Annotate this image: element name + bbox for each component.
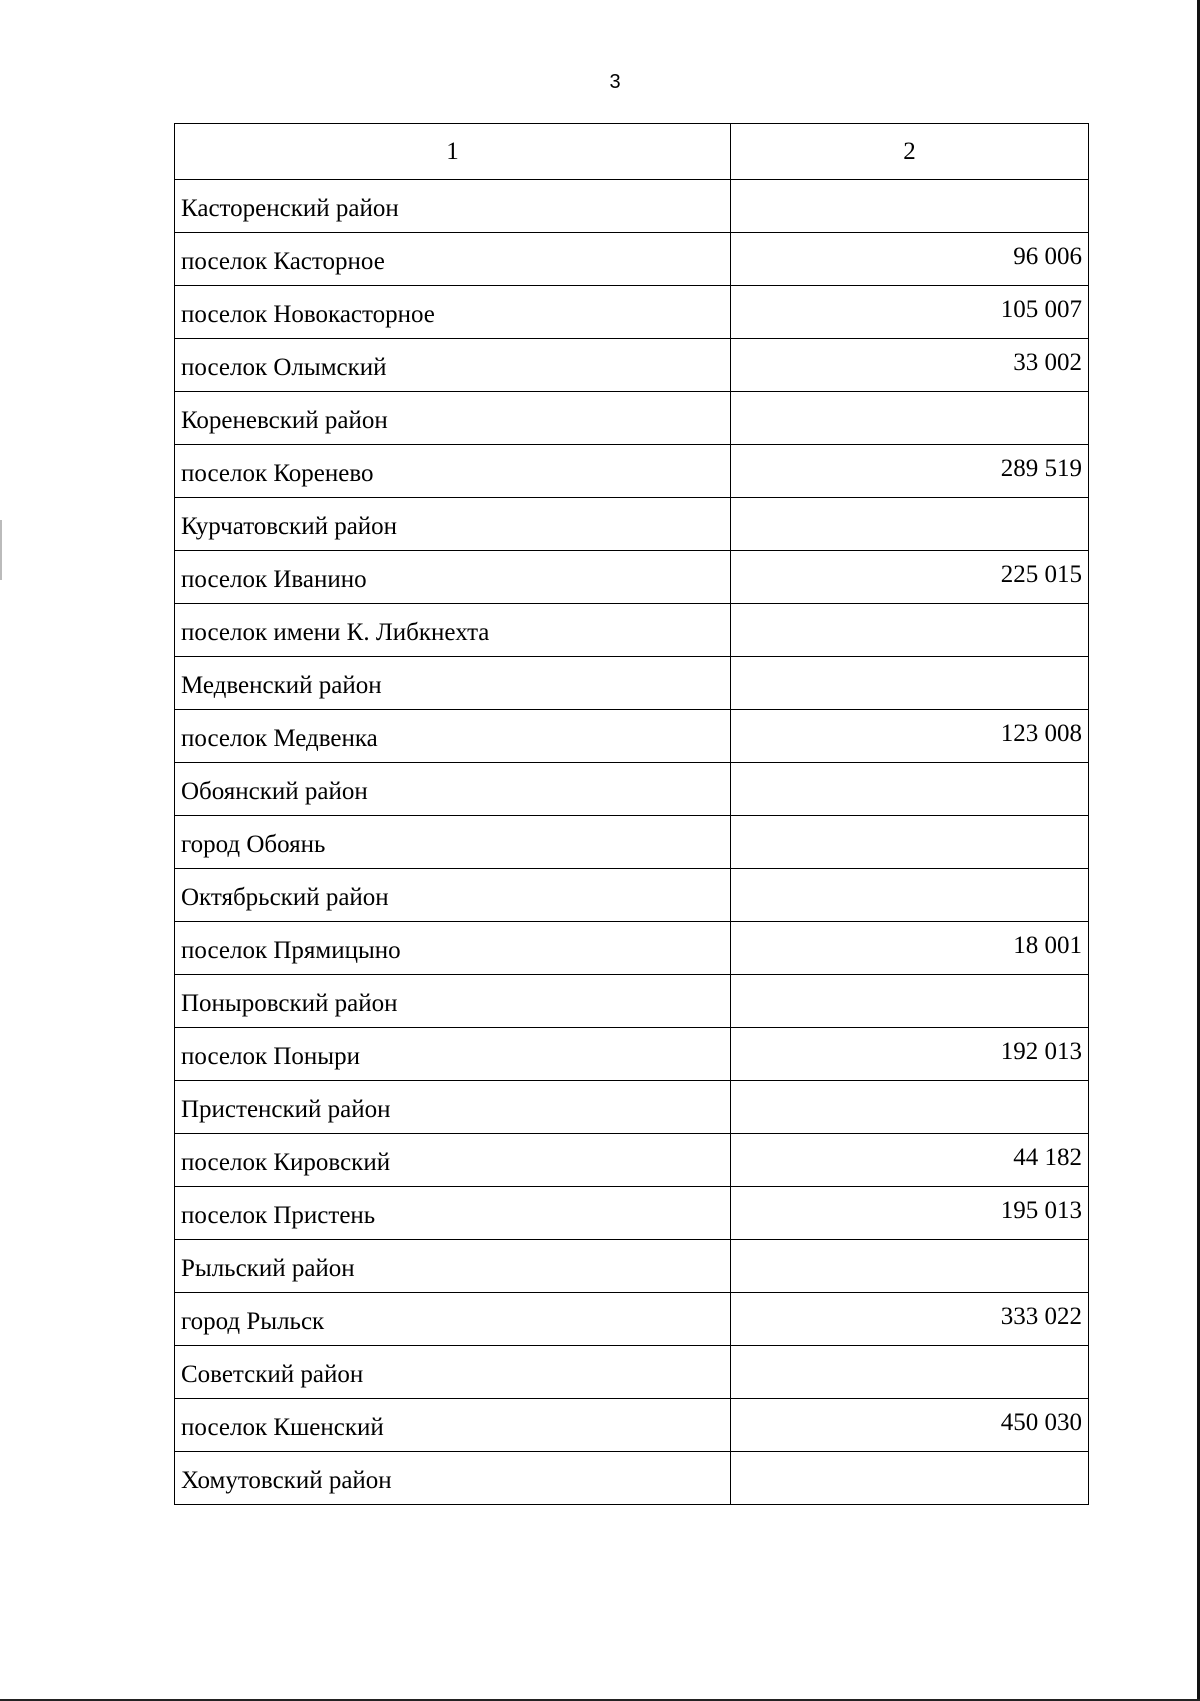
row-name-cell: Советский район	[175, 1346, 731, 1399]
row-value-cell: 123 008	[731, 710, 1089, 763]
row-value-cell: 18 001	[731, 922, 1089, 975]
column-header-2: 2	[731, 124, 1089, 180]
row-value-cell: 289 519	[731, 445, 1089, 498]
row-name-cell: поселок Поныри	[175, 1028, 731, 1081]
row-value-cell	[731, 180, 1089, 233]
row-name-cell: поселок Прямицыно	[175, 922, 731, 975]
table-row	[175, 286, 1089, 339]
table-row	[175, 392, 1089, 445]
row-name-cell: Курчатовский район	[175, 498, 731, 551]
row-name-cell: Хомутовский район	[175, 1452, 731, 1505]
table-row	[175, 1240, 1089, 1293]
row-name-cell: Октябрьский район	[175, 869, 731, 922]
column-header-1: 1	[175, 124, 731, 180]
table-header-row	[175, 124, 1089, 180]
row-value-cell	[731, 1240, 1089, 1293]
row-name-cell: город Рыльск	[175, 1293, 731, 1346]
row-value-cell: 96 006	[731, 233, 1089, 286]
table-row	[175, 869, 1089, 922]
row-value-cell	[731, 816, 1089, 869]
row-value-cell	[731, 1081, 1089, 1134]
table-row	[175, 1399, 1089, 1452]
table-row	[175, 233, 1089, 286]
table-row	[175, 1293, 1089, 1346]
table-row	[175, 604, 1089, 657]
row-name-cell: поселок Пристень	[175, 1187, 731, 1240]
row-name-cell: поселок Кировский	[175, 1134, 731, 1187]
row-value-cell: 192 013	[731, 1028, 1089, 1081]
table-row	[175, 816, 1089, 869]
table-row	[175, 1081, 1089, 1134]
table-row	[175, 445, 1089, 498]
table-row	[175, 763, 1089, 816]
row-value-cell: 33 002	[731, 339, 1089, 392]
row-name-cell: Поныровский район	[175, 975, 731, 1028]
table-row	[175, 657, 1089, 710]
row-value-cell: 105 007	[731, 286, 1089, 339]
table-row	[175, 975, 1089, 1028]
row-value-cell	[731, 604, 1089, 657]
row-name-cell: Рыльский район	[175, 1240, 731, 1293]
row-name-cell: поселок имени К. Либкнехта	[175, 604, 731, 657]
table-row	[175, 551, 1089, 604]
row-value-cell: 44 182	[731, 1134, 1089, 1187]
row-value-cell	[731, 763, 1089, 816]
table-body	[175, 180, 1089, 1505]
row-name-cell: Пристенский район	[175, 1081, 731, 1134]
row-value-cell	[731, 657, 1089, 710]
row-name-cell: Медвенский район	[175, 657, 731, 710]
row-name-cell: поселок Коренево	[175, 445, 731, 498]
row-value-cell	[731, 1452, 1089, 1505]
row-value-cell	[731, 975, 1089, 1028]
row-value-cell	[731, 498, 1089, 551]
page-number: 3	[609, 71, 621, 93]
row-value-cell: 450 030	[731, 1399, 1089, 1452]
row-name-cell: поселок Новокасторное	[175, 286, 731, 339]
table-row	[175, 1452, 1089, 1505]
table-row	[175, 1028, 1089, 1081]
row-value-cell	[731, 1346, 1089, 1399]
scan-edge-mark	[0, 520, 2, 580]
table-row	[175, 1134, 1089, 1187]
row-value-cell: 195 013	[731, 1187, 1089, 1240]
row-name-cell: поселок Кшенский	[175, 1399, 731, 1452]
row-name-cell: поселок Медвенка	[175, 710, 731, 763]
table-row	[175, 710, 1089, 763]
row-value-cell	[731, 392, 1089, 445]
row-name-cell: город Обоянь	[175, 816, 731, 869]
table-row	[175, 1346, 1089, 1399]
table-row	[175, 339, 1089, 392]
row-value-cell	[731, 869, 1089, 922]
row-name-cell: Кореневский район	[175, 392, 731, 445]
row-value-cell: 225 015	[731, 551, 1089, 604]
row-name-cell: поселок Касторное	[175, 233, 731, 286]
table-row	[175, 922, 1089, 975]
row-name-cell: Обоянский район	[175, 763, 731, 816]
table-row	[175, 180, 1089, 233]
row-value-cell: 333 022	[731, 1293, 1089, 1346]
table-row	[175, 1187, 1089, 1240]
data-table	[174, 123, 1089, 1505]
row-name-cell: Касторенский район	[175, 180, 731, 233]
row-name-cell: поселок Иванино	[175, 551, 731, 604]
row-name-cell: поселок Олымский	[175, 339, 731, 392]
table-row	[175, 498, 1089, 551]
